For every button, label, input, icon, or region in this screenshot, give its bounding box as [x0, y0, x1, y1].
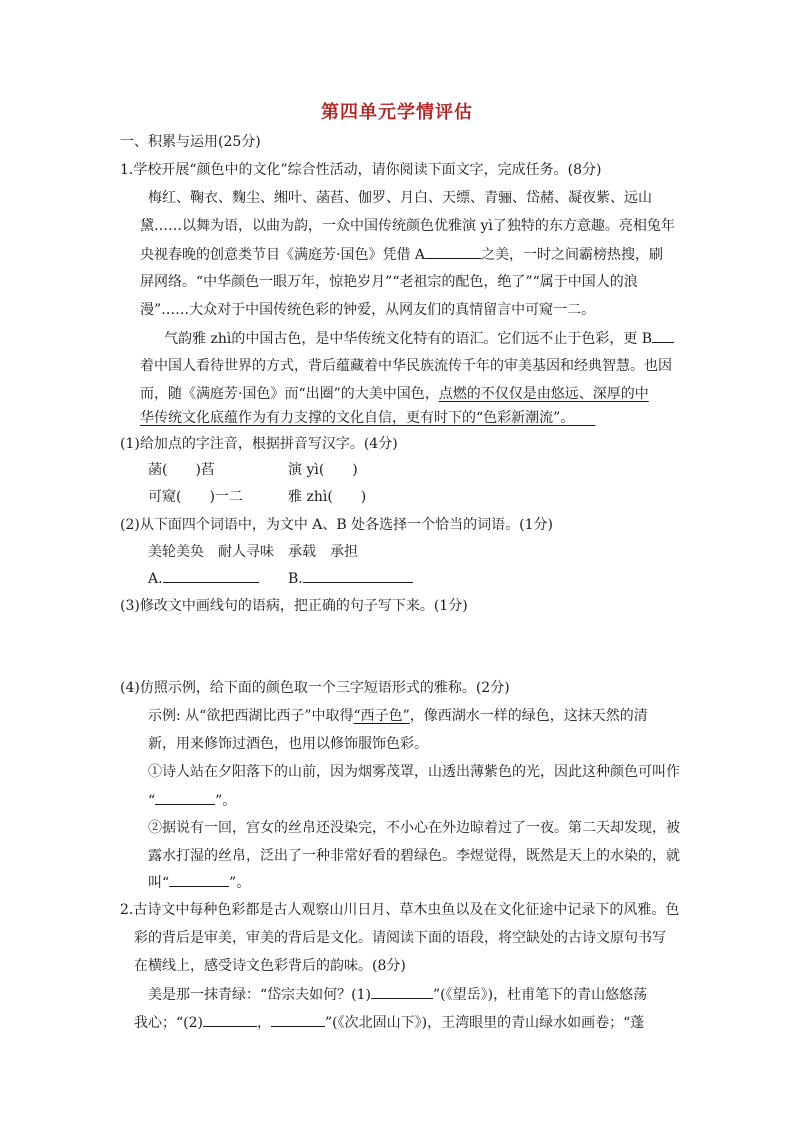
answer-a-blank[interactable] [163, 568, 259, 583]
underlined-sentence: 华传统文化底蕴作为有力支撑的文化自信，更有时下的“色彩新潮流”。 [140, 410, 568, 426]
quote-open: 叫“ [148, 875, 170, 891]
passage-line [164, 328, 674, 349]
subquestion-4-stem: (4)仿照示例，给下面的颜色取一个三字短语形式的雅称。(2分) [120, 680, 510, 696]
example-text: 示例: 从“欲把西湖比西子”中取得 [148, 708, 354, 724]
passage-line [140, 384, 649, 404]
passage-text: ， [257, 1015, 271, 1031]
question-2-stem: 彩的背后是审美，审美的背后是文化。请阅读下面的语段，将空缺处的古诗文原句书写 [134, 930, 666, 946]
passage-text: 我心；“(2) [134, 1015, 203, 1031]
item-2-answer [148, 872, 250, 893]
passage-line: 着中国人看待世界的方式，背后蕴藏着中华民族流传千年的审美基因和经典智慧。也因 [140, 358, 672, 374]
item-2-blank[interactable] [169, 872, 229, 887]
question-2-passage [134, 1012, 644, 1033]
passage-line: 黛……以舞为语，以曲为韵，一众中国传统颜色优雅演 yì了独特的东方意趣。亮相兔年 [140, 218, 675, 234]
answer-item[interactable]: 可窥( )一二 [148, 489, 243, 505]
subquestion-2-stem: (2)从下面四个词语中，为文中 A、B 处各选择一个恰当的词语。(1分) [120, 517, 553, 533]
quote-close: ”。 [215, 793, 237, 809]
answer-a-label: A. [148, 571, 163, 587]
poem-blank-2a[interactable] [203, 1012, 257, 1027]
answer-item[interactable]: 菡( )萏 [148, 462, 215, 478]
item-1-blank[interactable] [155, 790, 215, 805]
poem-blank-2b[interactable] [271, 1012, 325, 1027]
passage-text: 而，随《满庭芳·国色》而“出圈”的大美中国色， [140, 386, 439, 402]
question-2-stem: 在横线上，感受诗文色彩背后的韵味。(8分) [134, 958, 406, 974]
example-text: ，像西湖水一样的绿色，这抹天然的清 [409, 708, 648, 724]
passage-text: ”(《望岳》)，杜甫笔下的青山悠悠荡 [433, 987, 648, 1003]
passage-text: 央视春晚的创意类节目《满庭芳·国色》凭借 A [140, 247, 426, 263]
passage-text: 之美，一时之间霸榜热搜，刷 [481, 247, 664, 263]
passage-line: 漫”……大众对于中国传统色彩的钟爱，从网友们的真情留言中可窥一二。 [140, 302, 596, 318]
answer-item[interactable]: 雅 zhì( ) [288, 489, 367, 505]
passage-text: 美是那一抹青绿：“岱宗夫如何？(1) [148, 987, 371, 1003]
quote-close: ”。 [229, 875, 251, 891]
passage-text: ”(《次北固山下》)，王湾眼里的青山绿水如画卷；“蓬 [325, 1015, 645, 1031]
word-options: 美轮美奂 耐人寻味 承载 承担 [148, 544, 358, 560]
answer-b-blank[interactable] [303, 568, 413, 583]
passage-text: 气韵雅 zhì的中国古色，是中华传统文化特有的语汇。它们远不止于色彩，更 B [164, 331, 653, 347]
passage-line: 梅红、鞠衣、麴尘、缃叶、菡萏、伽罗、月白、天缥、青骊、岱赭、凝夜紫、远山 [148, 190, 652, 206]
question-2-stem: 2.古诗文中每种色彩都是古人观察山川日月、草木虫鱼以及在文化征途中记录下的风雅。色 [120, 902, 680, 918]
passage-line: 屏网络。“中华颜色一眼万年，惊艳岁月”“老祖宗的配色，绝了”“属于中国人的浪 [140, 274, 638, 290]
section-heading: 一、积累与运用(25分) [120, 134, 261, 150]
question-2-passage [148, 984, 647, 1005]
underlined-sentence: 点燃的不仅仅是由悠远、深厚的中 [438, 386, 649, 402]
item-1-answer [148, 790, 236, 811]
passage-line [140, 244, 663, 265]
example-line [148, 706, 648, 726]
example-answer: “西子色” [353, 708, 410, 724]
item-2-line: ②据说有一回，宫女的丝帛还没染完，不小心在外边晾着过了一夜。第二天却发现，被 [148, 820, 680, 836]
passage-line [140, 408, 595, 428]
answer-b-label: B. [288, 571, 303, 587]
answer-item[interactable]: 演 yì( ) [288, 462, 358, 478]
example-line: 新，用来修饰过酒色，也用以修饰服饰色彩。 [148, 736, 428, 752]
item-1-line: ①诗人站在夕阳落下的山前，因为烟雾茂罩，山透出薄紫色的光，因此这种颜色可叫作 [148, 764, 680, 780]
blank-a[interactable] [425, 244, 481, 259]
page-title: 第四单元学情评估 [321, 102, 473, 123]
answer-a [148, 568, 259, 589]
subquestion-1-stem: (1)给加点的字注音，根据拼音写汉字。(4分) [120, 436, 398, 452]
poem-blank-1[interactable] [371, 984, 433, 999]
question-1-stem: 1.学校开展“颜色中的文化”综合性活动，请你阅读下面文字，完成任务。(8分) [120, 162, 602, 178]
blank-b[interactable] [652, 328, 674, 343]
subquestion-3-stem: (3)修改文中画线句的语病，把正确的句子写下来。(1分) [120, 598, 468, 614]
answer-b [288, 568, 413, 589]
quote-open: “ [148, 793, 156, 809]
item-2-line: 露水打湿的丝帛，泛出了一种非常好看的碧绿色。李煜觉得，既然是天上的水染的，就 [148, 848, 680, 864]
